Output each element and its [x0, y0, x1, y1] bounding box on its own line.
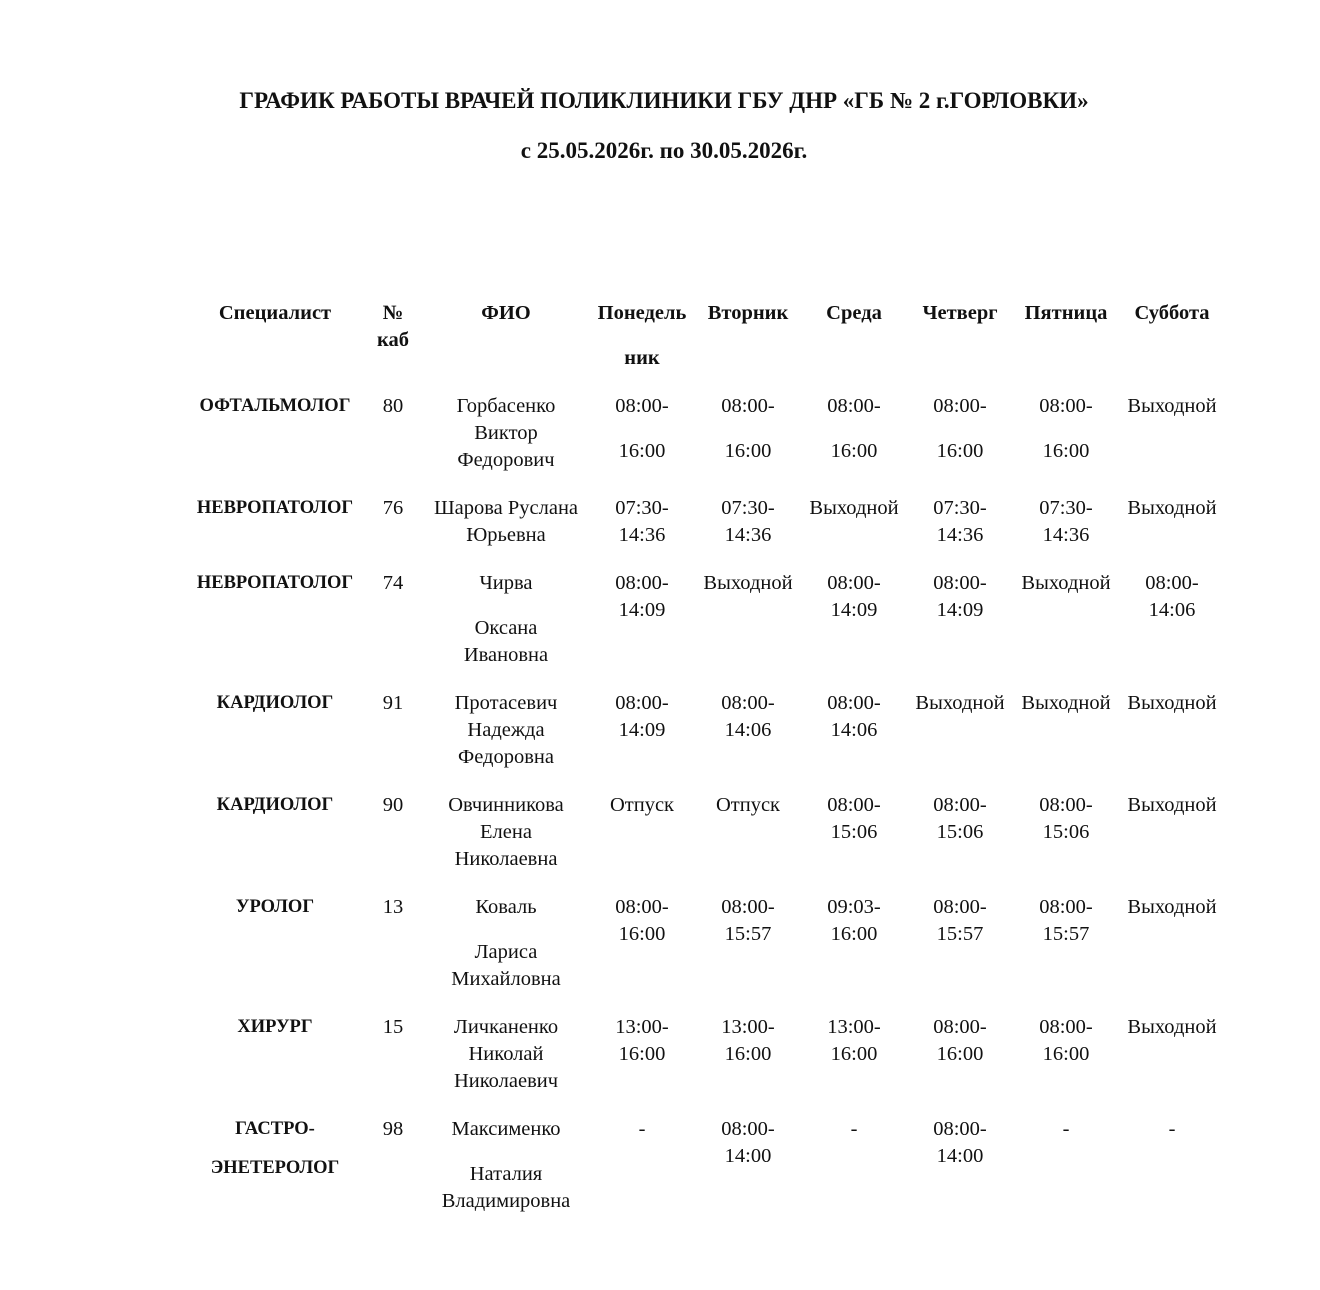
schedule-wednesday [799, 570, 909, 624]
schedule-monday [587, 393, 697, 465]
schedule-time-line: 14:09 [618, 599, 666, 621]
row-doctor-name [416, 570, 596, 669]
row-room-number: 13 [382, 896, 404, 918]
schedule-time-line: 08:00- [933, 572, 987, 594]
schedule-time-line: 15:06 [936, 821, 984, 843]
schedule-time-line: 14:09 [618, 719, 666, 741]
schedule-time-line: 08:00- [615, 572, 669, 594]
schedule-time-line: - [850, 1118, 858, 1140]
schedule-time-line: 16:00 [618, 1043, 666, 1065]
schedule-time-line: 16:00 [830, 440, 878, 462]
schedule-monday [587, 792, 697, 819]
schedule-saturday [1117, 495, 1227, 522]
schedule-tuesday [693, 792, 803, 819]
date-range-subtitle: с 25.05.2026г. по 30.05.2026г. [520, 138, 808, 163]
schedule-time-line: 16:00 [830, 923, 878, 945]
schedule-time-line: 16:00 [618, 440, 666, 462]
schedule-time-line: Выходной [809, 497, 899, 519]
header-name: ФИО [481, 302, 531, 324]
doctor-name-line: Федоровна [458, 746, 554, 768]
doctor-name-line: Овчинникова [448, 794, 564, 816]
schedule-time-line: 08:00- [615, 395, 669, 417]
row-specialist [175, 393, 375, 420]
schedule-time-line: 14:36 [618, 524, 666, 546]
schedule-time-line: 13:00- [827, 1016, 881, 1038]
schedule-monday [587, 1116, 697, 1143]
schedule-saturday [1117, 1014, 1227, 1041]
schedule-thursday [905, 1116, 1015, 1170]
schedule-friday [1011, 1014, 1121, 1068]
header-specialist: Специалист [218, 302, 332, 324]
schedule-time-line: 14:00 [724, 1145, 772, 1167]
schedule-tuesday [693, 495, 803, 549]
row-doctor-name [416, 393, 596, 474]
document-title: ГРАФИК РАБОТЫ ВРАЧЕЙ ПОЛИКЛИНИКИ ГБУ ДНР «ГБ № 2 г.ГОРЛОВКИ» [239, 88, 1089, 113]
row-specialist [175, 690, 375, 717]
schedule-time-line: 14:06 [724, 719, 772, 741]
specialist-line: НЕВРОПАТОЛОГ [196, 573, 354, 593]
header-monday-line1: Понедель [597, 302, 687, 324]
schedule-time-line: 15:06 [1042, 821, 1090, 843]
schedule-tuesday [693, 690, 803, 744]
row-specialist [175, 792, 375, 819]
schedule-friday [1011, 690, 1121, 717]
row-doctor-name [416, 792, 596, 873]
schedule-time-line: 14:09 [830, 599, 878, 621]
schedule-time-line: 08:00- [1039, 395, 1093, 417]
doctor-name-line: Чирва [479, 572, 533, 594]
schedule-time-line: 16:00 [724, 1043, 772, 1065]
schedule-thursday [905, 894, 1015, 948]
schedule-friday [1011, 1116, 1121, 1143]
schedule-time-line: 08:00- [615, 692, 669, 714]
schedule-time-line: 16:00 [1042, 1043, 1090, 1065]
row-specialist [175, 570, 375, 597]
schedule-time-line: 14:36 [724, 524, 772, 546]
schedule-time-line: Выходной [1127, 395, 1217, 417]
specialist-line: КАРДИОЛОГ [216, 795, 334, 815]
specialist-line: ГАСТРО- [235, 1119, 315, 1139]
schedule-time-line: 08:00- [1039, 1016, 1093, 1038]
header-room-line1: № [382, 302, 404, 324]
schedule-time-line: 08:00- [1039, 896, 1093, 918]
specialist-line: ХИРУРГ [237, 1017, 313, 1037]
doctor-name-line: Надежда [467, 719, 545, 741]
header-monday [587, 300, 697, 372]
schedule-wednesday [799, 393, 909, 465]
row-doctor-name [416, 894, 596, 993]
schedule-time-line: 14:36 [936, 524, 984, 546]
schedule-time-line: 16:00 [936, 440, 984, 462]
schedule-friday [1011, 495, 1121, 549]
schedule-time-line: 08:00- [721, 1118, 775, 1140]
schedule-saturday [1117, 792, 1227, 819]
header-room-line2: каб [376, 329, 409, 351]
schedule-friday [1011, 570, 1121, 597]
schedule-time-line: Выходной [1127, 1016, 1217, 1038]
schedule-monday [587, 495, 697, 549]
doctor-name-line: Лариса [474, 941, 538, 963]
schedule-time-line: 08:00- [933, 1118, 987, 1140]
schedule-tuesday [693, 894, 803, 948]
schedule-wednesday [799, 792, 909, 846]
schedule-time-line: - [1062, 1118, 1070, 1140]
schedule-time-line: 07:30- [1039, 497, 1093, 519]
doctor-name-line: Федорович [457, 449, 555, 471]
schedule-saturday [1117, 1116, 1227, 1143]
header-room [363, 300, 423, 354]
schedule-time-line: 08:00- [827, 395, 881, 417]
schedule-time-line: Отпуск [715, 794, 781, 816]
schedule-time-line: Выходной [1021, 692, 1111, 714]
row-specialist [175, 894, 375, 921]
schedule-time-line: Выходной [703, 572, 793, 594]
schedule-time-line: Выходной [1127, 896, 1217, 918]
schedule-time-line: 15:57 [724, 923, 772, 945]
row-doctor-name [416, 1014, 596, 1095]
schedule-time-line: 13:00- [721, 1016, 775, 1038]
schedule-time-line: 08:00- [827, 794, 881, 816]
schedule-time-line: Выходной [915, 692, 1005, 714]
doctor-name-line: Личканенко [453, 1016, 559, 1038]
schedule-time-line: 07:30- [721, 497, 775, 519]
row-specialist [175, 1116, 375, 1182]
schedule-time-line: 16:00 [830, 1043, 878, 1065]
specialist-line: КАРДИОЛОГ [216, 693, 334, 713]
schedule-friday [1011, 393, 1121, 465]
specialist-line: НЕВРОПАТОЛОГ [196, 498, 354, 518]
schedule-time-line: 08:00- [1145, 572, 1199, 594]
schedule-time-line: 08:00- [827, 572, 881, 594]
schedule-time-line: 14:36 [1042, 524, 1090, 546]
schedule-time-line: 08:00- [933, 896, 987, 918]
schedule-thursday [905, 690, 1015, 717]
schedule-thursday [905, 792, 1015, 846]
schedule-time-line: Отпуск [609, 794, 675, 816]
schedule-monday [587, 1014, 697, 1068]
doctor-name-line: Протасевич [454, 692, 558, 714]
schedule-time-line: 13:00- [615, 1016, 669, 1038]
doctor-name-line: Михайловна [451, 968, 561, 990]
schedule-time-line: 08:00- [721, 395, 775, 417]
schedule-wednesday [799, 894, 909, 948]
row-doctor-name [416, 1116, 596, 1215]
schedule-saturday [1117, 894, 1227, 921]
doctor-name-line: Юрьевна [466, 524, 546, 546]
schedule-time-line: - [1168, 1118, 1176, 1140]
doctor-name-line: Шарова Руслана [433, 497, 579, 519]
schedule-time-line: Выходной [1127, 794, 1217, 816]
schedule-time-line: 08:00- [721, 692, 775, 714]
row-room-number: 76 [382, 497, 404, 519]
row-room-number: 91 [382, 692, 404, 714]
schedule-time-line: 16:00 [936, 1043, 984, 1065]
doctor-name-line: Елена [480, 821, 532, 843]
schedule-saturday [1117, 690, 1227, 717]
schedule-thursday [905, 393, 1015, 465]
row-specialist [175, 1014, 375, 1041]
header-thursday: Четверг [922, 302, 998, 324]
schedule-time-line: 16:00 [724, 440, 772, 462]
schedule-time-line: - [638, 1118, 646, 1140]
specialist-line: ОФТАЛЬМОЛОГ [199, 396, 351, 416]
schedule-time-line: 07:30- [615, 497, 669, 519]
schedule-time-line: 14:00 [936, 1145, 984, 1167]
doctor-name-line: Горбасенко [456, 395, 556, 417]
schedule-tuesday [693, 1014, 803, 1068]
schedule-time-line: 08:00- [721, 896, 775, 918]
header-tuesday: Вторник [707, 302, 789, 324]
schedule-time-line: 16:00 [1042, 440, 1090, 462]
schedule-time-line: 08:00- [933, 395, 987, 417]
schedule-saturday [1117, 393, 1227, 420]
schedule-wednesday [799, 495, 909, 522]
schedule-monday [587, 894, 697, 948]
schedule-friday [1011, 894, 1121, 948]
row-room-number: 90 [382, 794, 404, 816]
schedule-time-line: 15:06 [830, 821, 878, 843]
schedule-time-line: 08:00- [933, 794, 987, 816]
schedule-time-line: 14:06 [830, 719, 878, 741]
schedule-time-line: 08:00- [933, 1016, 987, 1038]
schedule-time-line: Выходной [1127, 497, 1217, 519]
schedule-time-line: 14:06 [1148, 599, 1196, 621]
schedule-wednesday [799, 690, 909, 744]
specialist-line: ЭНЕТЕРОЛОГ [210, 1158, 340, 1178]
doctor-name-line: Николаевна [454, 848, 558, 870]
doctor-name-line: Ивановна [463, 644, 549, 666]
row-room-number: 80 [382, 395, 404, 417]
schedule-thursday [905, 1014, 1015, 1068]
doctor-name-line: Максименко [451, 1118, 561, 1140]
row-doctor-name [416, 495, 596, 549]
schedule-time-line: Выходной [1021, 572, 1111, 594]
header-friday: Пятница [1024, 302, 1108, 324]
doctor-name-line: Владимировна [441, 1190, 571, 1212]
schedule-time-line: 08:00- [1039, 794, 1093, 816]
schedule-tuesday [693, 393, 803, 465]
schedule-thursday [905, 495, 1015, 549]
row-room-number: 98 [382, 1118, 404, 1140]
schedule-time-line: 14:09 [936, 599, 984, 621]
doctor-name-line: Николаевич [453, 1070, 559, 1092]
schedule-monday [587, 690, 697, 744]
doctor-name-line: Коваль [475, 896, 537, 918]
schedule-wednesday [799, 1116, 909, 1143]
doctor-name-line: Оксана [474, 617, 538, 639]
schedule-time-line: 16:00 [618, 923, 666, 945]
doctor-name-line: Виктор [474, 422, 538, 444]
schedule-thursday [905, 570, 1015, 624]
schedule-saturday [1117, 570, 1227, 624]
doctor-name-line: Николай [468, 1043, 544, 1065]
schedule-time-line: 07:30- [933, 497, 987, 519]
schedule-tuesday [693, 570, 803, 597]
schedule-time-line: 15:57 [1042, 923, 1090, 945]
schedule-time-line: Выходной [1127, 692, 1217, 714]
row-room-number: 74 [382, 572, 404, 594]
header-saturday: Суббота [1134, 302, 1210, 324]
schedule-time-line: 08:00- [827, 692, 881, 714]
schedule-wednesday [799, 1014, 909, 1068]
schedule-time-line: 08:00- [615, 896, 669, 918]
schedule-monday [587, 570, 697, 624]
header-monday-line2: ник [624, 347, 660, 369]
schedule-time-line: 15:57 [936, 923, 984, 945]
row-room-number: 15 [382, 1016, 404, 1038]
schedule-friday [1011, 792, 1121, 846]
row-doctor-name [416, 690, 596, 771]
row-specialist [175, 495, 375, 522]
schedule-tuesday [693, 1116, 803, 1170]
schedule-time-line: 09:03- [827, 896, 881, 918]
header-wednesday: Среда [826, 302, 882, 324]
doctor-name-line: Наталия [469, 1163, 543, 1185]
specialist-line: УРОЛОГ [235, 897, 315, 917]
